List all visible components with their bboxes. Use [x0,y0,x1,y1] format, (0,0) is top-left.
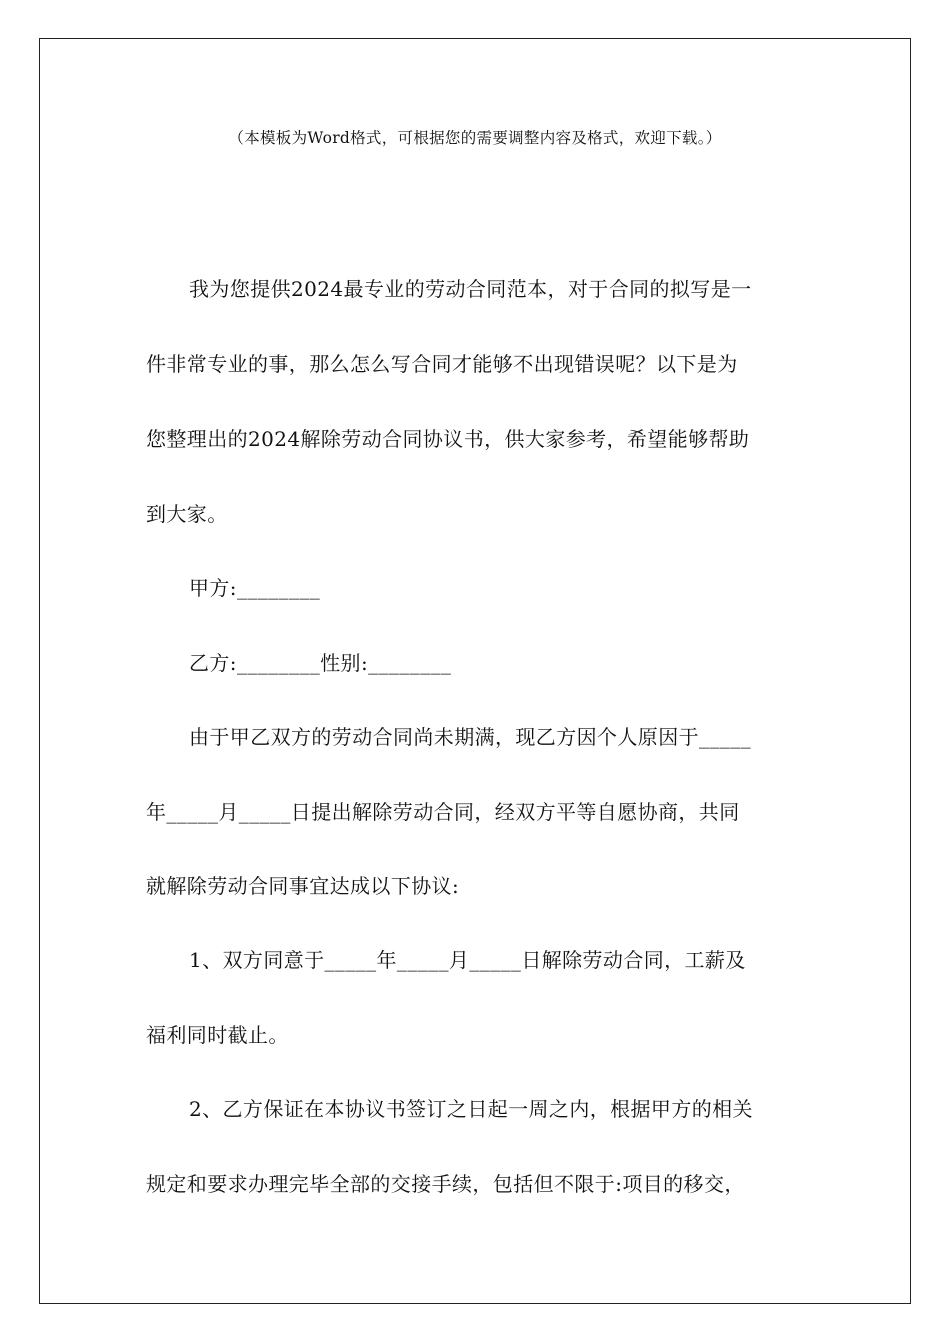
party-a-line: 甲方:________ [189,576,321,600]
clause-1-line-1: 1、双方同意于_____年_____月_____日解除劳动合同，工薪及 [189,948,746,972]
intro-line-4: 到大家。 [146,502,228,526]
clause-2-line-1: 2、乙方保证在本协议书签订之日起一周之内，根据甲方的相关 [189,1097,753,1121]
template-note: （本模板为Word格式，可根据您的需要调整内容及格式，欢迎下载。） [228,129,722,147]
reason-line-1: 由于甲乙双方的劳动合同尚未期满，现乙方因个人原因于_____ [189,725,751,749]
intro-line-2: 件非常专业的事，那么怎么写合同才能够不出现错误呢？以下是为 [146,352,738,376]
intro-line-1: 我为您提供2024最专业的劳动合同范本，对于合同的拟写是一 [189,277,752,301]
clause-2-line-2: 规定和要求办理完毕全部的交接手续，包括但不限于:项目的移交， [146,1172,745,1196]
reason-line-2: 年_____月_____日提出解除劳动合同，经双方平等自愿协商，共同 [146,800,740,824]
clause-1-line-2: 福利同时截止。 [146,1023,289,1047]
intro-line-3: 您整理出的2024解除劳动合同协议书，供大家参考，希望能够帮助 [146,427,750,451]
party-b-line: 乙方:________性别:________ [189,651,452,675]
reason-line-3: 就解除劳动合同事宜达成以下协议: [146,874,460,898]
